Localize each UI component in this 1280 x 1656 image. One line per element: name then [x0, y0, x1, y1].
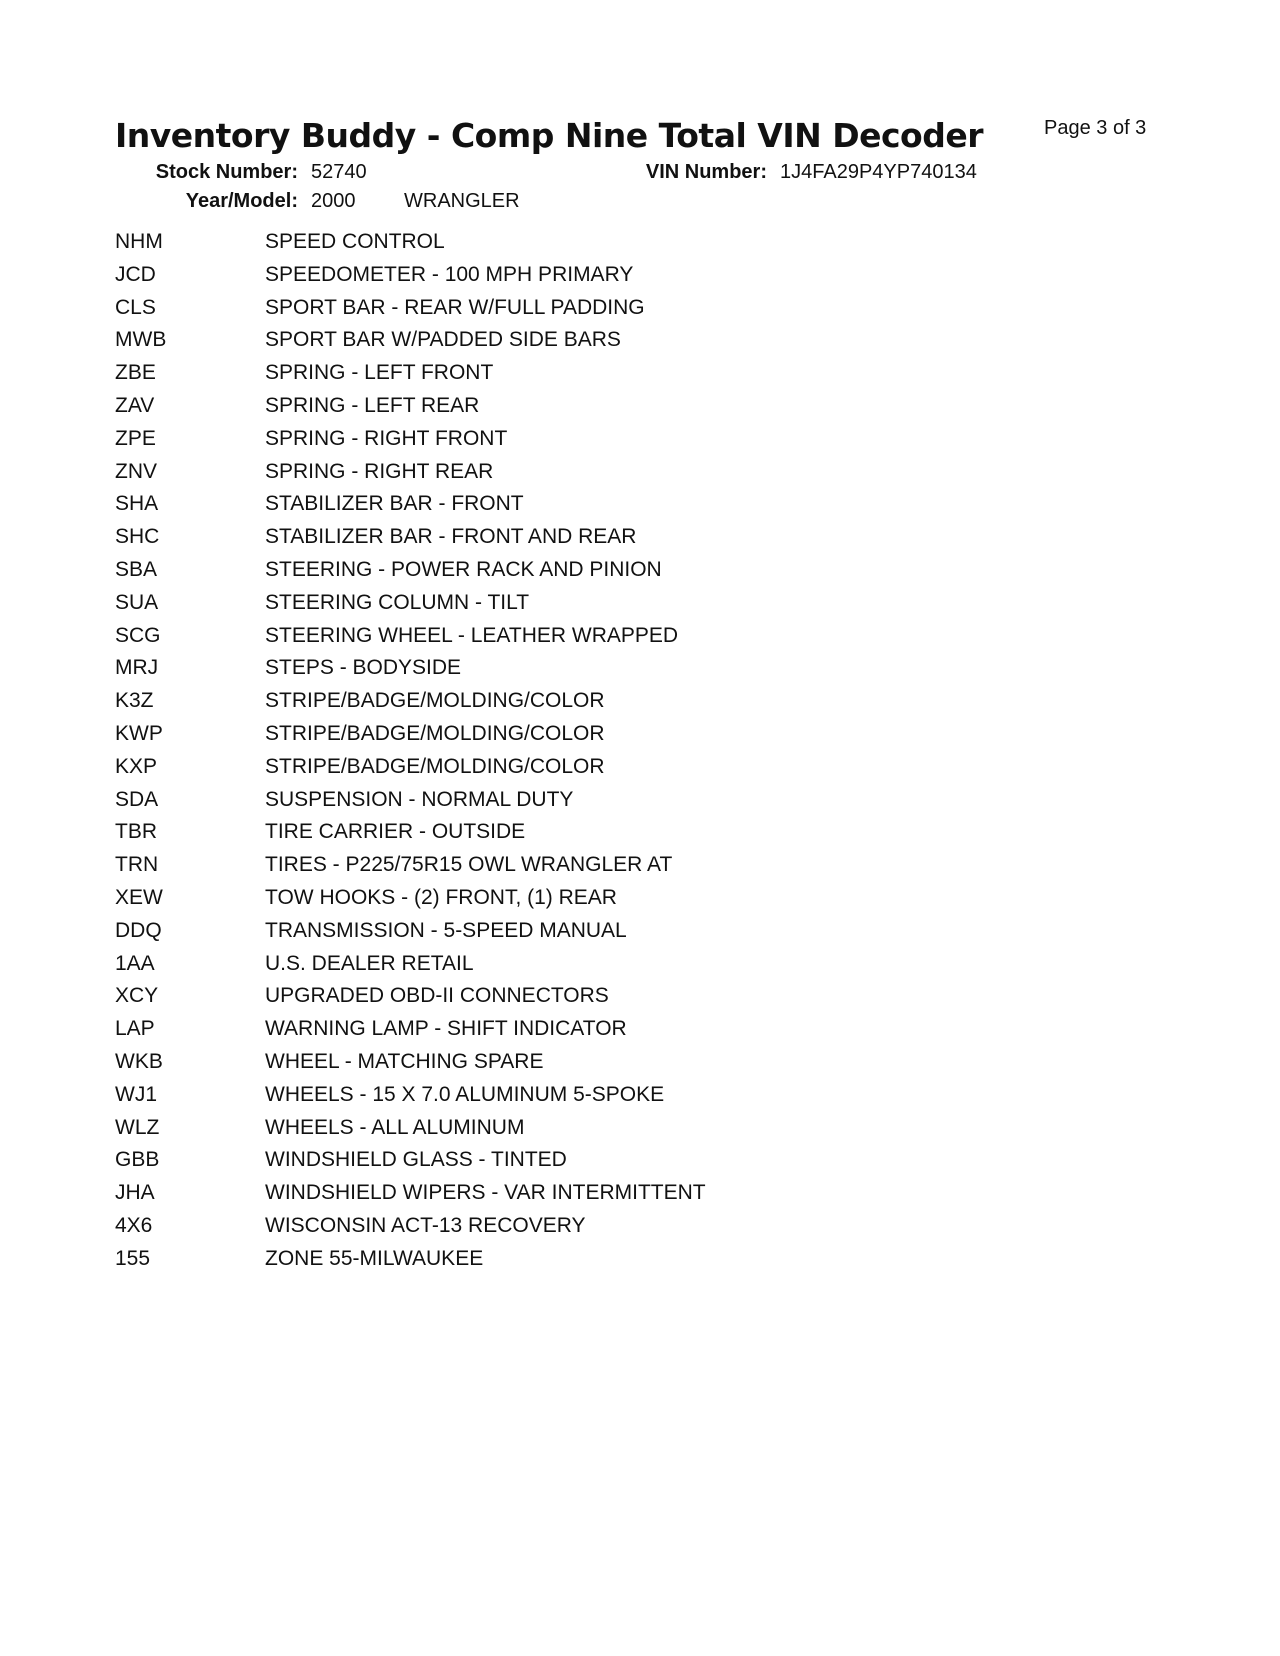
page-number: Page 3 of 3 [1044, 117, 1147, 139]
option-description: TRANSMISSION - 5-SPEED MANUAL [265, 918, 627, 942]
option-row [115, 916, 706, 949]
option-description: STEERING COLUMN - TILT [265, 590, 530, 614]
option-code: 4X6 [115, 1213, 153, 1237]
report-title: Inventory Buddy - Comp Nine Total VIN Decoder [115, 116, 983, 155]
option-description: SPORT BAR W/PADDED SIDE BARS [265, 328, 621, 352]
option-description: SUSPENSION - NORMAL DUTY [265, 787, 574, 811]
option-row [115, 752, 706, 785]
option-description: STRIPE/BADGE/MOLDING/COLOR [265, 721, 605, 745]
option-code: XEW [115, 885, 163, 909]
option-description: SPRING - LEFT REAR [265, 393, 480, 417]
option-row [115, 1145, 706, 1178]
option-row [115, 588, 706, 621]
option-row [115, 555, 706, 588]
option-description: SPEED CONTROL [265, 230, 445, 253]
option-code-list [115, 227, 706, 1277]
option-row [115, 1080, 706, 1113]
option-code: K3Z [115, 689, 154, 713]
option-code: LAP [115, 1017, 155, 1041]
vin-number-label: VIN Number: [645, 161, 767, 183]
option-row [115, 719, 706, 752]
option-code: SHA [115, 492, 159, 516]
option-row [115, 1178, 706, 1211]
option-row [115, 391, 706, 424]
year-value: 2000 [311, 190, 356, 212]
option-description: STABILIZER BAR - FRONT [265, 492, 524, 516]
year-model-label: Year/Model: [185, 190, 298, 212]
option-description: TIRE CARRIER - OUTSIDE [265, 820, 526, 844]
option-code: WJ1 [115, 1082, 157, 1106]
option-row [115, 883, 706, 916]
option-description: TIRES - P225/75R15 OWL WRANGLER AT [265, 853, 673, 877]
option-code: ZNV [115, 459, 157, 483]
stock-number-label: Stock Number: [155, 161, 298, 183]
option-description: WINDSHIELD GLASS - TINTED [265, 1148, 567, 1172]
option-code: KWP [115, 721, 163, 745]
option-description: SPRING - RIGHT REAR [265, 459, 494, 483]
option-code: SBA [115, 557, 158, 581]
vin-number-value: 1J4FA29P4YP740134 [780, 161, 977, 183]
option-description: U.S. DEALER RETAIL [265, 951, 474, 975]
option-code: NHM [115, 230, 163, 253]
option-row [115, 424, 706, 457]
option-row [115, 621, 706, 654]
option-row [115, 522, 706, 555]
option-description: WISCONSIN ACT-13 RECOVERY [265, 1213, 586, 1237]
option-description: WHEELS - ALL ALUMINUM [265, 1115, 525, 1139]
option-code: SHC [115, 525, 160, 549]
option-description: STEERING WHEEL - LEATHER WRAPPED [265, 623, 679, 647]
option-code: SDA [115, 787, 159, 811]
option-description: STEERING - POWER RACK AND PINION [265, 557, 662, 581]
option-code: 1AA [115, 951, 155, 975]
option-description: STABILIZER BAR - FRONT AND REAR [265, 525, 637, 549]
option-description: STRIPE/BADGE/MOLDING/COLOR [265, 754, 605, 778]
option-code: CLS [115, 295, 156, 319]
option-row [115, 653, 706, 686]
option-row [115, 1047, 706, 1080]
option-code: MWB [115, 328, 167, 352]
option-row [115, 1211, 706, 1244]
option-row [115, 817, 706, 850]
option-description: ZONE 55-MILWAUKEE [265, 1246, 484, 1270]
option-code: MRJ [115, 656, 159, 680]
option-row [115, 1113, 706, 1146]
option-code: TBR [115, 820, 157, 844]
option-code: SCG [115, 623, 161, 647]
option-row [115, 949, 706, 982]
option-row [115, 293, 706, 326]
option-code: WKB [115, 1049, 163, 1073]
stock-number-value: 52740 [311, 161, 367, 183]
option-code: ZPE [115, 426, 156, 450]
option-description: SPRING - LEFT FRONT [265, 361, 494, 385]
option-description: SPORT BAR - REAR W/FULL PADDING [265, 295, 645, 319]
option-row [115, 785, 706, 818]
model-value: WRANGLER [404, 190, 520, 212]
option-description: TOW HOOKS - (2) FRONT, (1) REAR [265, 885, 617, 909]
option-code: SUA [115, 590, 159, 614]
option-description: STEPS - BODYSIDE [265, 656, 462, 680]
option-description: SPEEDOMETER - 100 MPH PRIMARY [265, 262, 634, 286]
option-code: JCD [115, 262, 156, 286]
option-description: WINDSHIELD WIPERS - VAR INTERMITTENT [265, 1181, 706, 1205]
option-row [115, 1014, 706, 1047]
option-code: XCY [115, 984, 159, 1008]
option-row [115, 325, 706, 358]
option-code: GBB [115, 1148, 160, 1172]
option-description: WARNING LAMP - SHIFT INDICATOR [265, 1017, 627, 1041]
option-row [115, 686, 706, 719]
option-code: KXP [115, 754, 158, 778]
option-description: UPGRADED OBD-II CONNECTORS [265, 984, 609, 1008]
option-row [115, 850, 706, 883]
option-row [115, 457, 706, 490]
option-row [115, 227, 706, 260]
option-code: JHA [115, 1181, 155, 1205]
option-code: TRN [115, 853, 159, 877]
option-code: DDQ [115, 918, 162, 942]
option-description: STRIPE/BADGE/MOLDING/COLOR [265, 689, 605, 713]
option-description: WHEELS - 15 X 7.0 ALUMINUM 5-SPOKE [265, 1082, 665, 1106]
option-description: WHEEL - MATCHING SPARE [265, 1049, 544, 1073]
option-description: SPRING - RIGHT FRONT [265, 426, 508, 450]
option-code: WLZ [115, 1115, 160, 1139]
option-row [115, 981, 706, 1014]
option-code: ZAV [115, 393, 155, 417]
option-code: 155 [115, 1246, 151, 1270]
option-row [115, 358, 706, 391]
option-row [115, 260, 706, 293]
option-row [115, 1244, 706, 1277]
option-code: ZBE [115, 361, 156, 385]
option-row [115, 489, 706, 522]
